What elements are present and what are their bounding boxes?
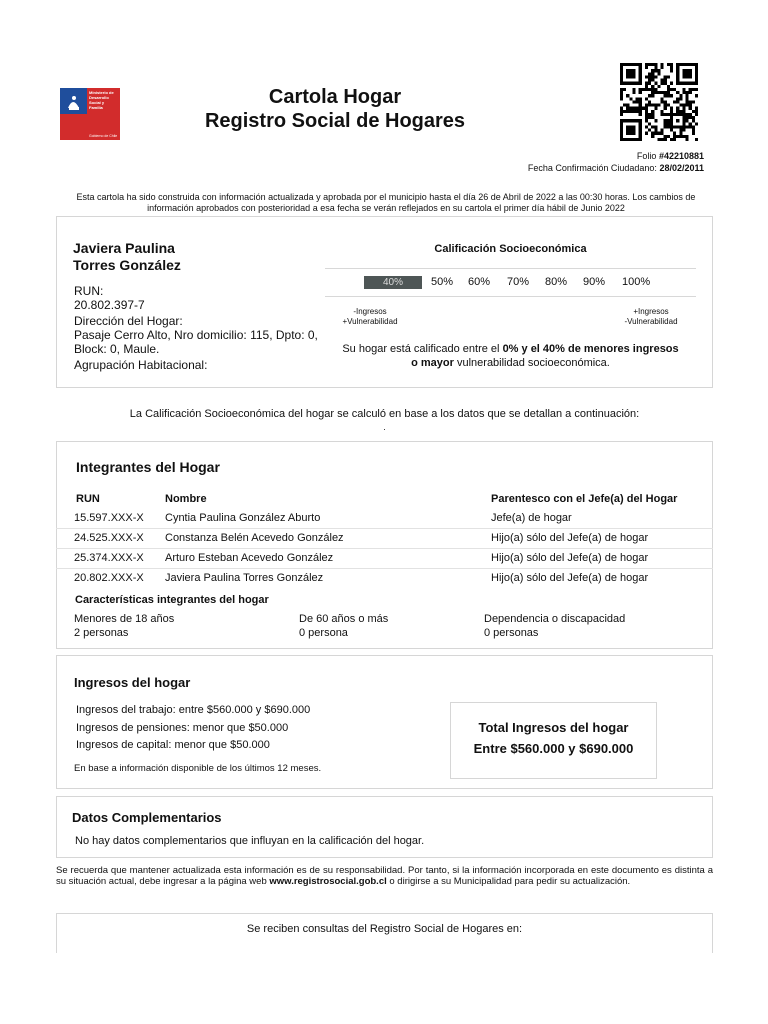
ingresos-title: Ingresos del hogar xyxy=(74,675,191,690)
scale-left-label: -Ingresos +Vulnerabilidad xyxy=(342,307,398,326)
calificacion-scale xyxy=(325,274,696,290)
caracteristicas-title: Características integrantes del hogar xyxy=(75,594,269,606)
intro-text: La Calificación Socioeconómica del hogar se calculó en base a los datos que se detallan a continuación: xyxy=(129,408,640,420)
integrantes-title: Integrantes del Hogar xyxy=(76,459,220,475)
car-mayores: De 60 años o más 0 persona xyxy=(299,613,389,639)
intro-dot: . xyxy=(383,422,386,432)
table-row: 25.374.XXX-X Arturo Esteban Acevedo González Hijo(a) sólo del Jefe(a) de hogar xyxy=(56,549,713,569)
col-nombre: Nombre xyxy=(165,493,207,505)
agrupacion-label: Agrupación Habitacional: xyxy=(74,358,208,372)
scale-selected-segment: 40% xyxy=(364,276,422,289)
ingresos-pensiones: Ingresos de pensiones: menor que $50.000 xyxy=(76,722,289,734)
registro-link[interactable]: www.registrosocial.gob.cl xyxy=(269,876,387,887)
update-notice: Esta cartola ha sido construida con información actualizada y aprobada por el municipio hasta el día 26 de Abril de 2022 a las 00:30 horas. Los cambios de información aprobados con posterioridad a esa fecha se verán reflejados en su cartola el primer día hábil de Junio 2022 xyxy=(76,192,696,213)
scale-right-label: +Ingresos -Vulnerabilidad xyxy=(624,307,678,326)
car-dependencia: Dependencia o discapacidad 0 personas xyxy=(484,613,626,639)
car-menores: Menores de 18 años 2 personas xyxy=(74,613,175,639)
ingresos-nota: En base a información disponible de los últimos 12 meses. xyxy=(74,763,322,774)
col-parentesco: Parentesco con el Jefe(a) del Hogar xyxy=(491,493,678,505)
address-line-2: Block: 0, Maule. xyxy=(74,342,160,356)
complementarios-text: No hay datos complementarios que influyan en la calificación del hogar. xyxy=(75,835,425,847)
table-row: 15.597.XXX-X Cyntia Paulina González Aburto Jefe(a) de hogar xyxy=(56,509,713,529)
scale-100: 100% xyxy=(622,276,651,288)
scale-50: 50% xyxy=(431,276,454,288)
address-label: Dirección del Hogar: xyxy=(74,314,183,328)
scale-bottom-rule xyxy=(325,296,696,297)
run-label: RUN: xyxy=(74,284,104,298)
calificacion-title: Calificación Socioeconómica xyxy=(434,243,587,255)
total-ingresos-value: Entre $560.000 y $690.000 xyxy=(473,741,634,756)
logo-subtext: Gobierno de Chile xyxy=(89,134,118,138)
ingresos-trabajo: Ingresos del trabajo: entre $560.000 y $690.000 xyxy=(76,704,311,716)
fecha-confirmacion: Fecha Confirmación Ciudadano: 28/02/2011 xyxy=(527,163,704,173)
folio: Folio #42210881 xyxy=(636,151,704,161)
reminder-text: Se recuerda que mantener actualizada esta información es de su responsabilidad. Por tanto, si la información incorporada en este documento es distinta a su situación actual, debe ingresar a la página web www.registrosocial.gob.cl o dirigirse a su Municipalidad para pedir su actualización. xyxy=(56,865,713,887)
scale-80: 80% xyxy=(545,276,568,288)
ingresos-capital: Ingresos de capital: menor que $50.000 xyxy=(76,739,270,751)
scale-60: 60% xyxy=(468,276,491,288)
scale-top-rule xyxy=(325,268,696,269)
consultas-text: Se reciben consultas del Registro Social de Hogares en: xyxy=(246,923,523,935)
scale-70: 70% xyxy=(507,276,530,288)
title-line-1: Cartola Hogar xyxy=(268,86,402,108)
table-row: 24.525.XXX-X Constanza Belén Acevedo González Hijo(a) sólo del Jefe(a) de hogar xyxy=(56,529,713,549)
col-run: RUN xyxy=(76,493,100,505)
complementarios-title: Datos Complementarios xyxy=(72,810,222,825)
total-ingresos-label: Total Ingresos del hogar xyxy=(478,720,629,735)
run-value: 20.802.397-7 xyxy=(74,298,145,312)
qr-code xyxy=(619,63,699,141)
table-row: 20.802.XXX-X Javiera Paulina Torres González Hijo(a) sólo del Jefe(a) de hogar xyxy=(74,572,649,584)
address-line-1: Pasaje Cerro Alto, Nro domicilio: 115, Dpto: 0, xyxy=(74,328,318,342)
logo-text: Ministerio de Desarrollo Social y Familia xyxy=(89,90,114,110)
scale-90: 90% xyxy=(583,276,606,288)
person-name: Javiera Paulina Torres González xyxy=(73,240,181,273)
calificacion-sentence: Su hogar está calificado entre el 0% y el 40% de menores ingresos o mayor vulnerabilidad socioeconómica. xyxy=(342,343,679,369)
complementarios-card xyxy=(56,796,713,858)
title-line-2: Registro Social de Hogares xyxy=(204,110,466,132)
